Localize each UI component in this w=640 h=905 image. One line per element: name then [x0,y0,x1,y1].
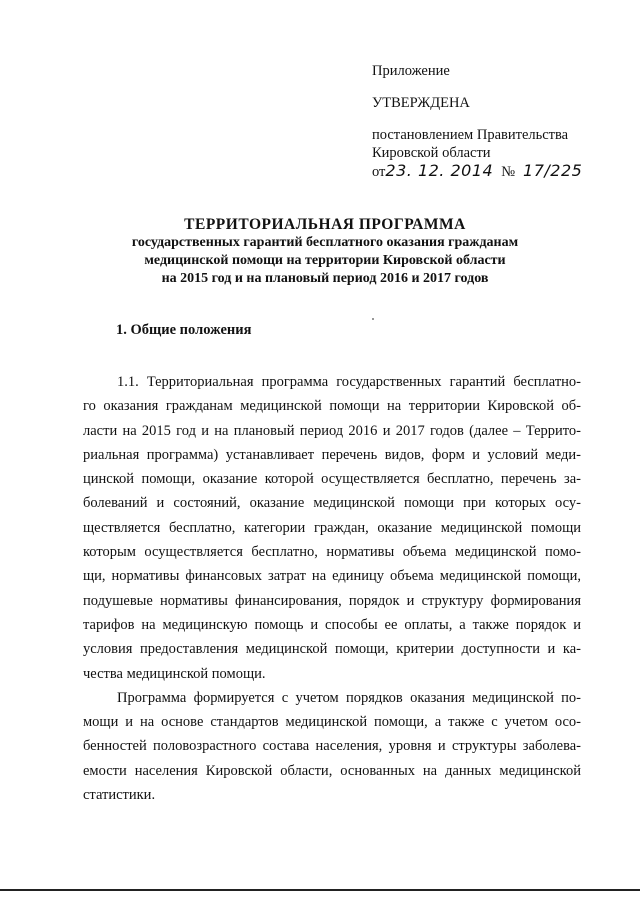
paragraph-line: 1.1. Территориальная программа государственных гарантий бесплатно- [117,374,581,390]
decree-date-number [372,162,612,181]
paragraph-line: емости населения Кировской области, основанных на данных медицинской [83,762,581,779]
document-title [60,216,590,288]
scan-edge-line [0,889,640,891]
title-line-3: медицинской помощи на территории Кировской области [144,253,506,268]
handwritten-date: 23. 12. 2014 [385,161,494,180]
title-line-4: на 2015 год и на плановый период 2016 и 2017 годов [161,271,489,286]
paragraph-line: ществляется бесплатно, категории граждан, оказание медицинской помощи [83,519,581,536]
date-prefix: от [372,164,386,180]
paragraph-line: которым осуществляется бесплатно, нормативы объема медицинской помо- [83,544,581,561]
handwritten-number: 17/225 [523,161,583,180]
paragraph-line: ласти на 2015 год и на плановый период 2016 и 2017 годов (далее – Террито- [83,422,581,439]
paragraph-1 [83,370,581,686]
body-text [83,370,581,807]
decree-line-2: Кировской области [372,145,491,161]
section-heading: 1. Общие положения [116,322,252,338]
paragraph-line: бенностей половозрастного состава населения, уровня и структуры заболева- [83,738,581,755]
title-main: ТЕРРИТОРИАЛЬНАЯ ПРОГРАММА [184,216,466,233]
paragraph-line: статистики. [83,787,156,804]
paragraph-2 [83,686,581,807]
appendix-label: Приложение [372,63,450,79]
paragraph-line: чества медицинской помощи. [83,665,266,682]
approved-label: УТВЕРЖДЕНА [372,95,470,111]
paragraph-line: подушевые нормативы финансирования, порядок и структуру формирования [83,592,581,609]
approval-stamp-block [372,62,612,181]
paragraph-line: болеваний и состояний, оказание медицинской помощи при которых осу- [83,495,581,512]
title-line-2: государственных гарантий бесплатного оказания гражданам [131,235,519,250]
paragraph-line: цинской помощи, оказание которой осуществляется бесплатно, перечень за- [83,471,581,488]
paragraph-line: Программа формируется с учетом порядков оказания медицинской по- [117,689,581,706]
decree-line-1: постановлением Правительства [372,127,569,143]
paragraph-line: го оказания гражданам медицинской помощи на территории Кировской об- [83,398,581,415]
paragraph-line: условия предоставления медицинской помощи, критерии доступности и ка- [83,641,581,658]
number-label: № [501,164,516,180]
paragraph-line: риальная программа) устанавливает перечень видов, форм и условий меди- [83,446,581,463]
paragraph-line: мощи и на основе стандартов медицинской помощи, а также с учетом осо- [83,714,581,731]
paragraph-line: щи, нормативы финансовых затрат на единицу объема медицинской помощи, [83,568,581,585]
scan-speck [372,318,374,320]
paragraph-line: тарифов на медицинскую помощь и способы ее оплаты, а также порядок и [83,616,581,633]
